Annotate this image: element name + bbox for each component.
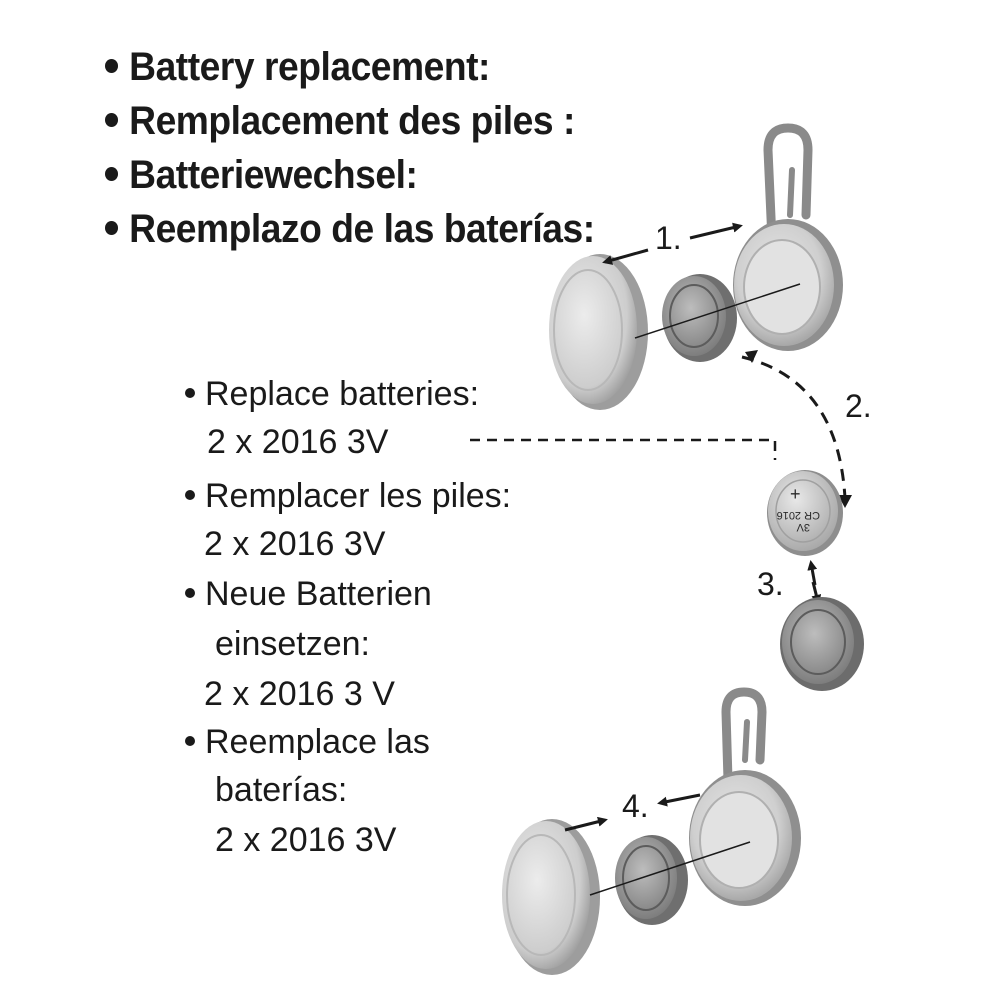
bottom-battery-holder <box>615 835 688 925</box>
step-4-arrow-right <box>565 820 605 830</box>
heading-english: Battery replacement: <box>105 40 595 94</box>
step-1-arrow-left <box>605 250 648 262</box>
instruction-de-label-1: Neue Batterien <box>185 574 432 614</box>
middle-battery-holder <box>780 597 864 691</box>
battery-plus-label: + <box>790 484 801 504</box>
battery-model-label: CR 2016 <box>776 509 820 521</box>
top-front-cap <box>549 254 648 410</box>
bottom-front-cap <box>502 819 600 975</box>
instruction-es-value: 2 x 2016 3V <box>215 821 397 859</box>
instruction-en-label: Replace batteries: <box>185 374 479 414</box>
instruction-es-label-1: Reemplace las <box>185 722 430 762</box>
instruction-en-value: 2 x 2016 3V <box>207 423 389 461</box>
step-4-arrow-left <box>660 795 700 803</box>
instruction-de-label-2: einsetzen: <box>215 625 370 663</box>
dashed-connector <box>470 440 775 460</box>
instruction-fr-label: Remplacer les piles: <box>185 476 511 516</box>
step-4-label: 4. <box>622 788 649 824</box>
step-1-label: 1. <box>655 220 682 256</box>
battery-voltage-label: 3V <box>796 521 810 533</box>
step-3-label: 3. <box>757 566 784 602</box>
new-coin-battery <box>767 470 843 556</box>
instruction-de-value: 2 x 2016 3 V <box>204 675 395 713</box>
step-2-arrowhead-top <box>745 350 758 363</box>
heading-french: Remplacement des piles : <box>105 94 595 148</box>
heading-spanish: Reemplazo de las baterías: <box>105 202 595 256</box>
instruction-es-label-2: baterías: <box>215 771 348 809</box>
top-battery-holder <box>662 274 737 362</box>
top-light-housing <box>733 128 843 351</box>
instruction-fr-value: 2 x 2016 3V <box>204 525 386 563</box>
bottom-light-housing <box>689 692 801 906</box>
heading-german: Batteriewechsel: <box>105 148 595 202</box>
step-1-arrow-right <box>690 226 740 238</box>
step-2-label: 2. <box>845 388 872 424</box>
